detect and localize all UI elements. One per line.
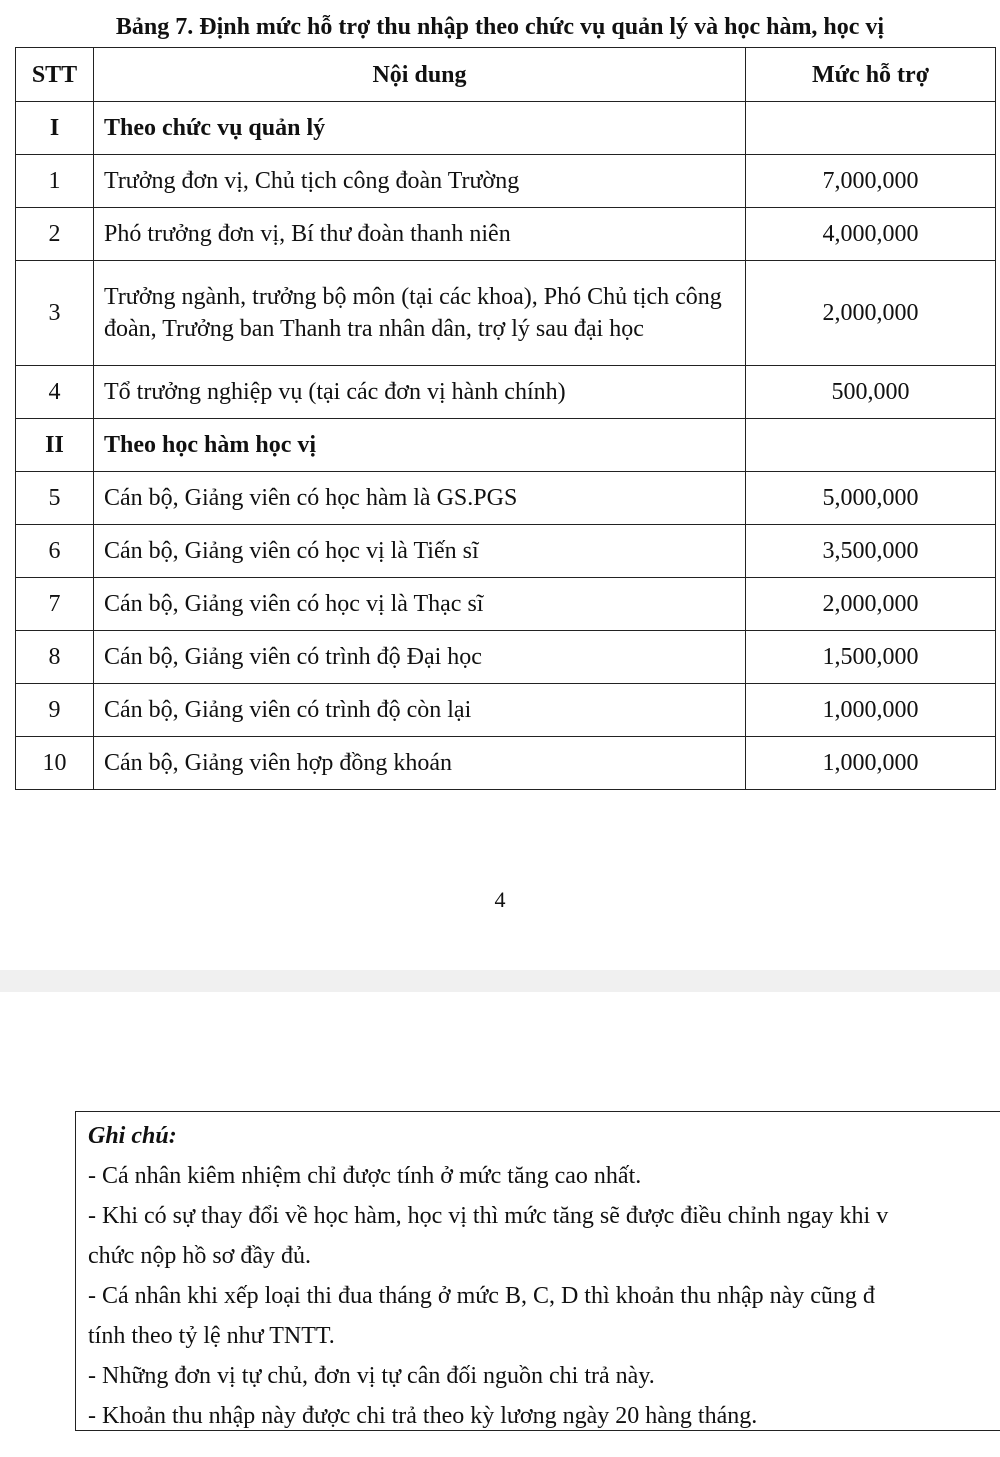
page-separator [0,970,1000,992]
row-amount: 1,000,000 [746,684,996,737]
page-number: 4 [494,887,506,912]
table-row-section-i [16,102,996,155]
row-stt: 5 [16,472,94,525]
row-content: Trưởng đơn vị, Chủ tịch công đoàn Trường [94,155,746,208]
notes-heading: Ghi chú: [88,1123,177,1149]
row-content: Cán bộ, Giảng viên có trình độ Đại học [94,631,746,684]
row-amount: 4,000,000 [746,208,996,261]
table-row [16,261,996,366]
row-content: Cán bộ, Giảng viên có học vị là Tiến sĩ [94,525,746,578]
row-content: Cán bộ, Giảng viên có học vị là Thạc sĩ [94,578,746,631]
row-content: Tổ trưởng nghiệp vụ (tại các đơn vị hành chính) [94,366,746,419]
row-content: Trưởng ngành, trưởng bộ môn (tại các khoa), Phó Chủ tịch công đoàn, Trưởng ban Thanh tra nhân dân, trợ lý sau đại học [94,261,746,366]
table-title: Bảng 7. Định mức hỗ trợ thu nhập theo chức vụ quản lý và học hàm, học vị [115,14,885,40]
note-line: chức nộp hồ sơ đầy đủ. [88,1243,311,1269]
table-row-section-ii [16,419,996,472]
row-amount: 7,000,000 [746,155,996,208]
row-amount [746,419,996,472]
table-row [16,737,996,790]
row-stt: 3 [16,261,94,366]
row-amount: 2,000,000 [746,261,996,366]
row-stt: 2 [16,208,94,261]
table-row [16,684,996,737]
row-stt: 6 [16,525,94,578]
header-amount: Mức hỗ trợ [746,48,996,102]
row-amount: 5,000,000 [746,472,996,525]
note-line: - Khi có sự thay đổi về học hàm, học vị thì mức tăng sẽ được điều chỉnh ngay khi v [88,1203,889,1229]
row-stt: 9 [16,684,94,737]
header-stt: STT [16,48,94,102]
table-row [16,631,996,684]
note-line: - Khoản thu nhập này được chi trả theo kỳ lương ngày 20 hàng tháng. [88,1403,758,1429]
row-content: Cán bộ, Giảng viên có học hàm là GS.PGS [94,472,746,525]
row-amount: 2,000,000 [746,578,996,631]
row-stt: 1 [16,155,94,208]
notes-box [75,1111,1000,1431]
table-row [16,578,996,631]
row-amount: 500,000 [746,366,996,419]
table-row [16,525,996,578]
table-row [16,472,996,525]
table-row [16,155,996,208]
row-content: Theo chức vụ quản lý [94,102,746,155]
row-stt: 10 [16,737,94,790]
row-stt: 4 [16,366,94,419]
note-line: - Cá nhân khi xếp loại thi đua tháng ở mức B, C, D thì khoản thu nhập này cũng đ [88,1283,875,1309]
row-content: Cán bộ, Giảng viên có trình độ còn lại [94,684,746,737]
row-stt: 7 [16,578,94,631]
row-stt: II [16,419,94,472]
row-amount: 1,000,000 [746,737,996,790]
support-level-table [15,47,996,790]
note-line: - Cá nhân kiêm nhiệm chỉ được tính ở mức tăng cao nhất. [88,1163,642,1189]
note-line: - Những đơn vị tự chủ, đơn vị tự cân đối nguồn chi trả này. [88,1363,655,1389]
row-amount [746,102,996,155]
table-row [16,366,996,419]
table-header-row [16,48,996,102]
header-content: Nội dung [94,48,746,102]
table-row [16,208,996,261]
row-amount: 1,500,000 [746,631,996,684]
row-content: Cán bộ, Giảng viên hợp đồng khoán [94,737,746,790]
row-amount: 3,500,000 [746,525,996,578]
row-stt: I [16,102,94,155]
row-content: Phó trưởng đơn vị, Bí thư đoàn thanh niên [94,208,746,261]
row-content: Theo học hàm học vị [94,419,746,472]
note-line: tính theo tỷ lệ như TNTT. [88,1323,335,1349]
row-stt: 8 [16,631,94,684]
